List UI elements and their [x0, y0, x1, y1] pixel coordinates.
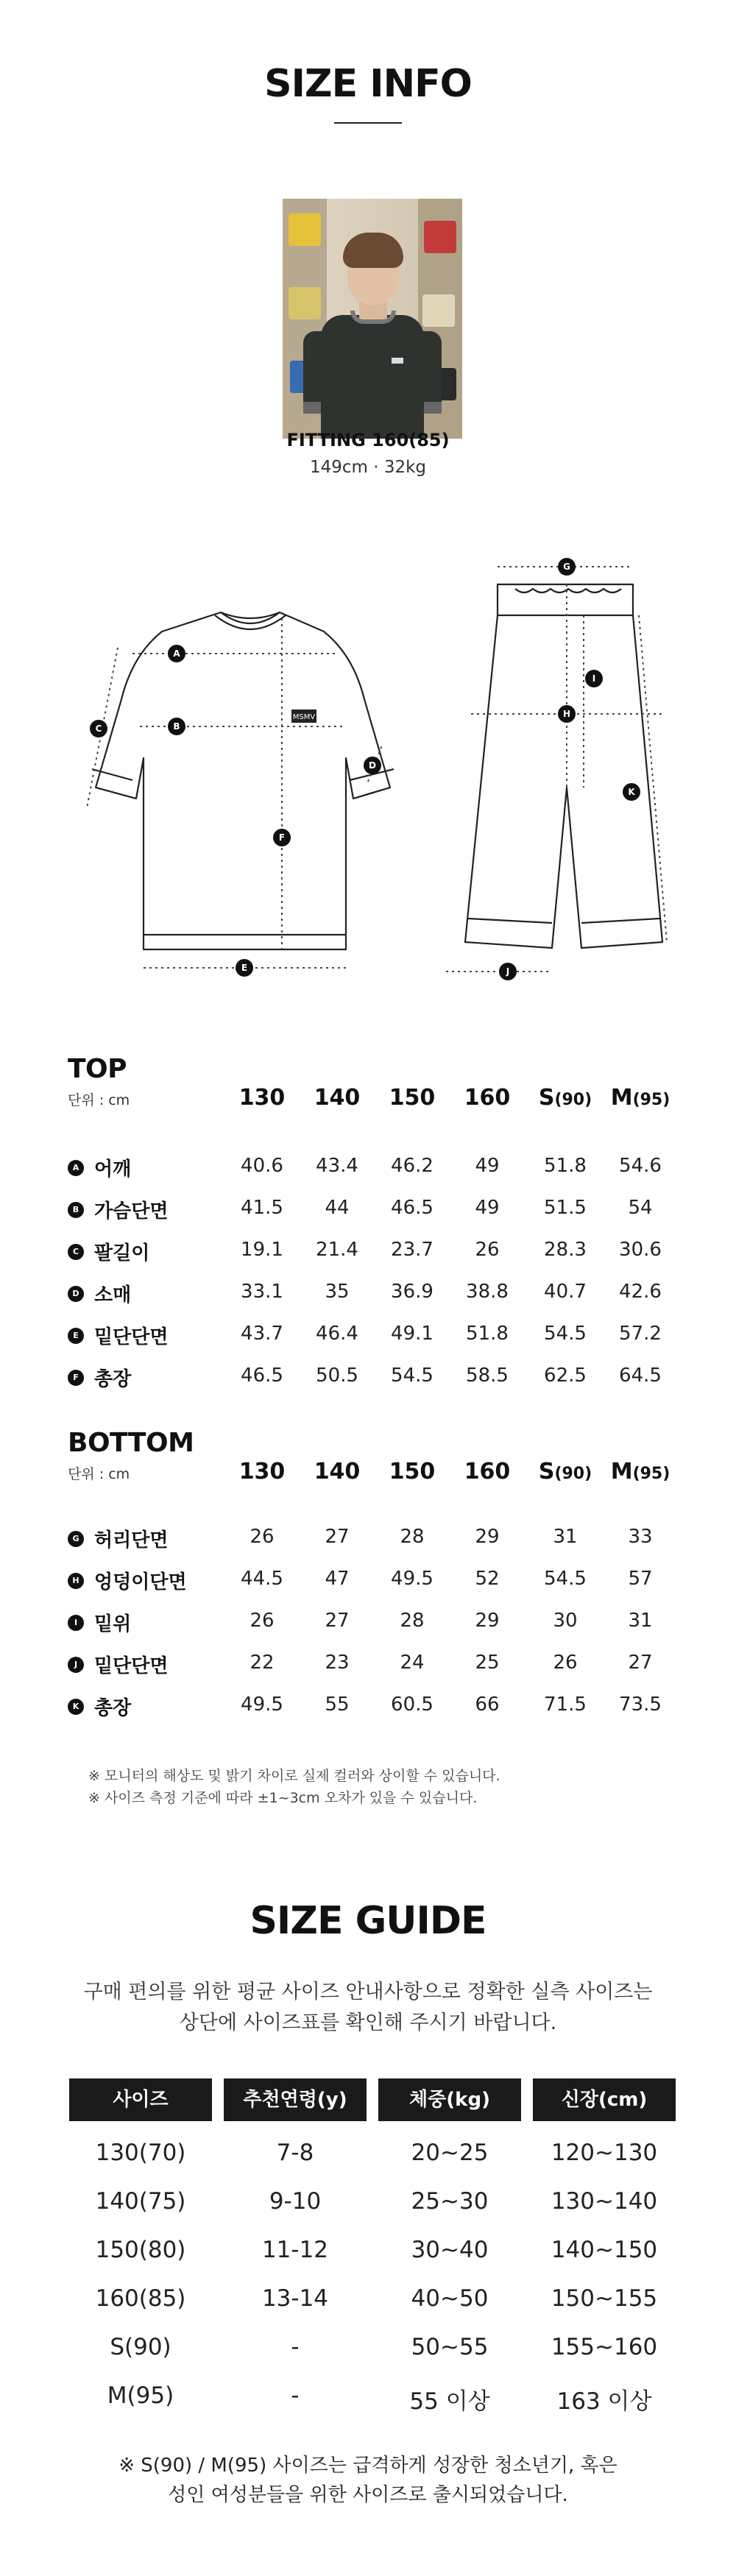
table-cell: 71.5	[544, 1694, 587, 1716]
measure-name: 가슴단면	[94, 1200, 169, 1222]
table-cell: 52	[475, 1568, 500, 1590]
measure-badge: F	[68, 1370, 84, 1386]
measure-name: 밑단단면	[94, 1326, 169, 1348]
row-label	[68, 1609, 131, 1636]
guide-cell: 13-14	[261, 2285, 329, 2312]
table-cell: 54.5	[391, 1365, 434, 1387]
table-cell: 27	[628, 1652, 653, 1674]
top-col-header: 160	[464, 1085, 511, 1111]
guide-cell: S(90)	[110, 2334, 171, 2360]
svg-text:K: K	[628, 787, 635, 797]
guide-header-height: 신장(cm)	[533, 2078, 676, 2121]
table-cell: 46.5	[241, 1365, 283, 1387]
table-cell: 26	[553, 1652, 578, 1674]
table-cell: 46.5	[391, 1197, 434, 1219]
guide-cell: 50~55	[411, 2334, 489, 2360]
table-cell: 28	[400, 1526, 425, 1548]
table-cell: 27	[325, 1526, 350, 1548]
table-cell: 23.7	[391, 1239, 434, 1261]
table-cell: 29	[475, 1610, 500, 1632]
svg-text:E: E	[241, 963, 248, 973]
model-photo	[283, 199, 462, 439]
guide-cell: 140~150	[551, 2237, 658, 2263]
table-cell: 51.8	[544, 1155, 587, 1177]
svg-text:H: H	[562, 709, 571, 719]
table-cell: 54.6	[619, 1155, 662, 1177]
guide-cell: 30~40	[411, 2237, 489, 2263]
size-info-title: SIZE INFO	[264, 62, 472, 106]
table-cell: 28.3	[544, 1239, 587, 1261]
table-cell: 58.5	[466, 1365, 509, 1387]
table-cell: 44	[325, 1197, 350, 1219]
row-label	[68, 1154, 131, 1181]
table-cell: 31	[553, 1526, 578, 1548]
table-cell: 46.2	[391, 1155, 434, 1177]
table-cell: 51.5	[544, 1197, 587, 1219]
measure-name: 밑위	[94, 1613, 132, 1635]
measure-name: 어깨	[94, 1158, 132, 1181]
svg-text:J: J	[506, 966, 510, 977]
size-guide-footnote: ※ S(90) / M(95) 사이즈는 급격하게 성장한 청소년기, 혹은 성인 여성분들을 위한 사이즈로 출시되었습니다.	[118, 2455, 618, 2506]
guide-header-age: 추천연령(y)	[224, 2078, 367, 2121]
table-cell: 49.5	[241, 1694, 283, 1716]
svg-text:G: G	[563, 562, 570, 572]
measure-name: 총장	[94, 1368, 132, 1390]
table-cell: 40.6	[241, 1155, 283, 1177]
top-col-header: 130	[238, 1085, 286, 1111]
row-label	[68, 1322, 168, 1349]
table-cell: 49.1	[391, 1323, 434, 1345]
guide-cell: 11-12	[261, 2237, 329, 2263]
measure-name: 소매	[94, 1284, 132, 1306]
measure-name: 총장	[94, 1697, 132, 1719]
table-cell: 19.1	[241, 1239, 283, 1261]
table-cell: 62.5	[544, 1365, 587, 1387]
measure-name: 허리단면	[94, 1529, 169, 1551]
svg-text:A: A	[173, 648, 180, 659]
note-line: ※ 모니터의 해상도 및 밝기 차이로 실제 컬러와 상이할 수 있습니다.	[88, 1768, 500, 1784]
top-table-unit: 단위 : cm	[68, 1092, 130, 1108]
measure-name: 밑단단면	[94, 1655, 169, 1677]
table-cell: 51.8	[466, 1323, 509, 1345]
guide-cell: 9-10	[269, 2188, 322, 2215]
table-cell: 57	[628, 1568, 653, 1590]
table-cell: 43.7	[241, 1323, 283, 1345]
measure-badge: D	[68, 1286, 84, 1302]
measure-badge: A	[68, 1160, 84, 1176]
table-cell: 33	[628, 1526, 653, 1548]
bottom-col-header: 130	[238, 1459, 286, 1485]
table-cell: 30.6	[619, 1239, 662, 1261]
top-markers	[90, 645, 381, 977]
row-label	[68, 1651, 168, 1678]
guide-cell: 120~130	[551, 2140, 658, 2166]
table-cell: 44.5	[241, 1568, 283, 1590]
bottom-table-title: BOTTOM	[68, 1428, 194, 1458]
row-label	[68, 1280, 131, 1307]
svg-text:F: F	[278, 832, 286, 843]
table-cell: 60.5	[391, 1694, 434, 1716]
top-garment-diagram	[92, 612, 394, 949]
table-cell: 66	[475, 1694, 500, 1716]
measure-badge: G	[68, 1531, 84, 1547]
table-cell: 23	[325, 1652, 350, 1674]
bottom-col-header: 140	[314, 1459, 361, 1485]
svg-text:I: I	[592, 673, 596, 684]
bottom-markers	[499, 558, 640, 980]
row-label	[68, 1364, 131, 1391]
measure-badge: H	[68, 1573, 84, 1589]
top-col-header: 140	[314, 1085, 361, 1111]
measure-badge: C	[68, 1244, 84, 1260]
measure-badge: E	[68, 1328, 84, 1344]
note-line: ※ 사이즈 측정 기준에 따라 ±1~3cm 오차가 있을 수 있습니다.	[88, 1790, 478, 1806]
table-cell: 24	[400, 1652, 425, 1674]
svg-text:B: B	[173, 721, 180, 732]
guide-cell: 20~25	[411, 2140, 489, 2166]
table-cell: 21.4	[316, 1239, 358, 1261]
fitting-measurements: 149cm · 32kg	[309, 458, 427, 477]
guide-cell: 25~30	[411, 2188, 489, 2215]
table-cell: 50.5	[316, 1365, 358, 1387]
table-cell: 49	[475, 1155, 500, 1177]
guide-cell: 155~160	[551, 2334, 658, 2360]
table-cell: 57.2	[619, 1323, 662, 1345]
table-cell: 25	[475, 1652, 500, 1674]
table-cell: 22	[250, 1652, 275, 1674]
row-label	[68, 1238, 149, 1265]
guide-cell: -	[291, 2334, 300, 2360]
row-label	[68, 1525, 168, 1552]
table-cell: 42.6	[619, 1281, 662, 1303]
table-cell: 49	[475, 1197, 500, 1219]
table-cell: 41.5	[241, 1197, 283, 1219]
table-cell: 43.4	[316, 1155, 358, 1177]
guide-cell: 130(70)	[95, 2140, 186, 2166]
table-cell: 36.9	[391, 1281, 434, 1303]
table-cell: 35	[325, 1281, 350, 1303]
table-cell: 30	[553, 1610, 578, 1632]
guide-cell: 55 이상	[409, 2388, 490, 2415]
guide-cell: 130~140	[551, 2188, 658, 2215]
measurement-diagram	[0, 545, 736, 1016]
table-cell: 26	[250, 1610, 275, 1632]
guide-cell: -	[291, 2382, 300, 2409]
guide-cell: 40~50	[411, 2285, 489, 2312]
table-cell: 27	[325, 1610, 350, 1632]
bottom-col-header: S(90)	[538, 1459, 592, 1485]
measure-badge: K	[68, 1699, 84, 1715]
guide-cell: 140(75)	[95, 2188, 186, 2215]
bottom-table-unit: 단위 : cm	[68, 1466, 130, 1482]
size-guide-title: SIZE GUIDE	[250, 1899, 486, 1943]
guide-header-weight: 체중(kg)	[378, 2078, 521, 2121]
table-cell: 28	[400, 1610, 425, 1632]
row-label	[68, 1693, 131, 1720]
table-cell: 31	[628, 1610, 653, 1632]
table-cell: 38.8	[466, 1281, 509, 1303]
svg-text:D: D	[369, 760, 376, 771]
table-cell: 54.5	[544, 1568, 587, 1590]
title-divider	[334, 122, 402, 124]
table-cell: 26	[475, 1239, 500, 1261]
top-logo-text: MSMV	[292, 713, 316, 721]
bottom-col-header: 160	[464, 1459, 511, 1485]
table-cell: 54	[628, 1197, 653, 1219]
bottom-col-header: M(95)	[610, 1459, 670, 1485]
table-cell: 49.5	[391, 1568, 434, 1590]
table-cell: 33.1	[241, 1281, 283, 1303]
guide-header-size: 사이즈	[69, 2078, 212, 2121]
top-col-header: M(95)	[610, 1085, 670, 1111]
measure-badge: J	[68, 1657, 84, 1673]
guide-cell: M(95)	[107, 2382, 174, 2409]
guide-cell: 150(80)	[95, 2237, 186, 2263]
top-col-header: S(90)	[538, 1085, 592, 1111]
row-label	[68, 1196, 168, 1223]
table-cell: 54.5	[544, 1323, 587, 1345]
table-cell: 26	[250, 1526, 275, 1548]
measure-badge: I	[68, 1615, 84, 1631]
svg-text:C: C	[95, 723, 102, 734]
table-cell: 40.7	[544, 1281, 587, 1303]
table-cell: 29	[475, 1526, 500, 1548]
table-cell: 55	[325, 1694, 350, 1716]
table-cell: 47	[325, 1568, 350, 1590]
guide-cell: 7-8	[276, 2140, 314, 2166]
guide-cell: 163 이상	[556, 2388, 652, 2415]
fitting-label: FITTING 160(85)	[286, 430, 450, 450]
disclaimer-notes	[88, 1765, 500, 1809]
table-cell: 64.5	[619, 1365, 662, 1387]
guide-cell: 150~155	[551, 2285, 658, 2312]
size-guide-intro: 구매 편의를 위한 평균 사이즈 안내사항으로 정확한 실측 사이즈는 상단에 사이즈표를 확인해 주시기 바랍니다.	[83, 1981, 653, 2034]
bottom-col-header: 150	[389, 1459, 436, 1485]
bottom-garment-diagram	[465, 584, 662, 948]
measure-name: 팔길이	[94, 1242, 150, 1264]
measure-badge: B	[68, 1202, 84, 1218]
guide-cell: 160(85)	[95, 2285, 186, 2312]
table-cell: 73.5	[619, 1694, 662, 1716]
measure-name: 엉덩이단면	[94, 1571, 187, 1593]
top-col-header: 150	[389, 1085, 436, 1111]
top-table-title: TOP	[68, 1054, 127, 1084]
row-label	[68, 1567, 187, 1594]
table-cell: 46.4	[316, 1323, 358, 1345]
